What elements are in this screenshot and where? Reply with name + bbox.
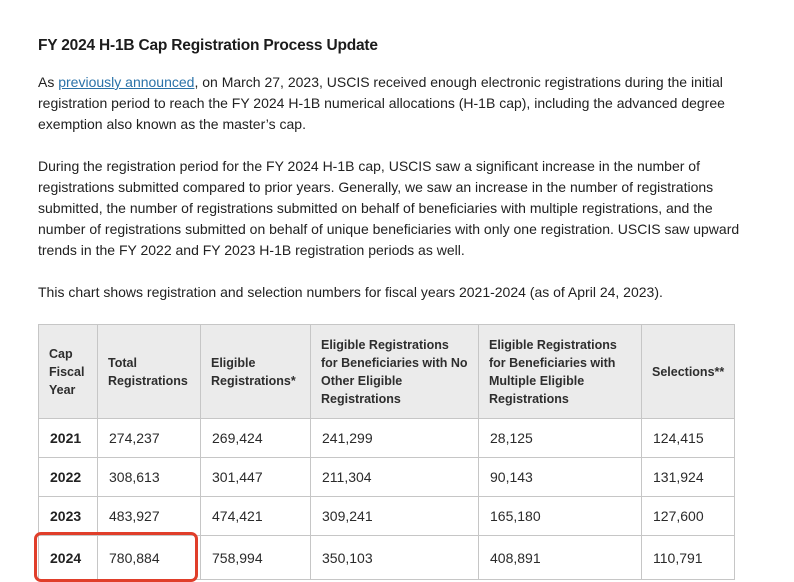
column-header: Total Registrations (98, 325, 201, 419)
column-header: Cap Fiscal Year (39, 325, 98, 419)
value-cell: 780,884 (98, 536, 201, 580)
value-cell: 211,304 (311, 458, 479, 497)
value-cell: 474,421 (201, 497, 311, 536)
value-cell: 309,241 (311, 497, 479, 536)
table-row (39, 497, 735, 536)
page-title: FY 2024 H-1B Cap Registration Process Update (38, 37, 378, 54)
intro-paragraph-prefix: As (38, 74, 59, 90)
fiscal-year-cell: 2023 (39, 497, 98, 536)
value-cell: 301,447 (201, 458, 311, 497)
value-cell: 90,143 (479, 458, 642, 497)
value-cell: 124,415 (642, 419, 735, 458)
value-cell: 483,927 (98, 497, 201, 536)
table-row (39, 458, 735, 497)
value-cell: 127,600 (642, 497, 735, 536)
chart-intro-paragraph: This chart shows registration and selection numbers for fiscal years 2021-2024 (as of April 24, 2023). (38, 284, 663, 300)
intro-paragraph (38, 72, 756, 135)
value-cell: 308,613 (98, 458, 201, 497)
registration-increase-paragraph: During the registration period for the FY 2024 H-1B cap, USCIS saw a significant increase in the number of registrations submitted compared to prior years. Generally, we saw an increase in the number of registrations submitted, the number of registrations submitted on behalf of beneficiaries with multiple registrations, and the number of registrations submitted on behalf of unique beneficiaries with only one registration. USCIS saw upward trends in the FY 2022 and FY 2023 H-1B registration periods as well. (38, 158, 740, 258)
table-row (39, 536, 735, 580)
registration-table-container (38, 324, 756, 580)
table-header-row (39, 325, 735, 419)
column-header: Eligible Registrations* (201, 325, 311, 419)
value-cell: 241,299 (311, 419, 479, 458)
value-cell: 350,103 (311, 536, 479, 580)
previously-announced-link[interactable]: previously announced (58, 74, 195, 90)
value-cell: 28,125 (479, 419, 642, 458)
value-cell: 131,924 (642, 458, 735, 497)
value-cell: 274,237 (98, 419, 201, 458)
fiscal-year-cell: 2021 (39, 419, 98, 458)
value-cell: 408,891 (479, 536, 642, 580)
column-header: Selections** (642, 325, 735, 419)
table-body (39, 419, 735, 580)
value-cell: 110,791 (642, 536, 735, 580)
fiscal-year-cell: 2024 (39, 536, 98, 580)
value-cell: 758,994 (201, 536, 311, 580)
value-cell: 165,180 (479, 497, 642, 536)
fiscal-year-cell: 2022 (39, 458, 98, 497)
column-header: Eligible Registrations for Beneficiaries with No Other Eligible Registrations (311, 325, 479, 419)
registration-table (38, 324, 735, 580)
value-cell: 269,424 (201, 419, 311, 458)
intro-paragraph-suffix: , on March 27, 2023, USCIS received enough electronic registrations during the initial registration period to reach the FY 2024 H-1B numerical allocations (H-1B cap), including the advanced degree exemption also known as the master’s cap. (38, 74, 725, 132)
table-row (39, 419, 735, 458)
column-header: Eligible Registrations for Beneficiaries with Multiple Eligible Registrations (479, 325, 642, 419)
